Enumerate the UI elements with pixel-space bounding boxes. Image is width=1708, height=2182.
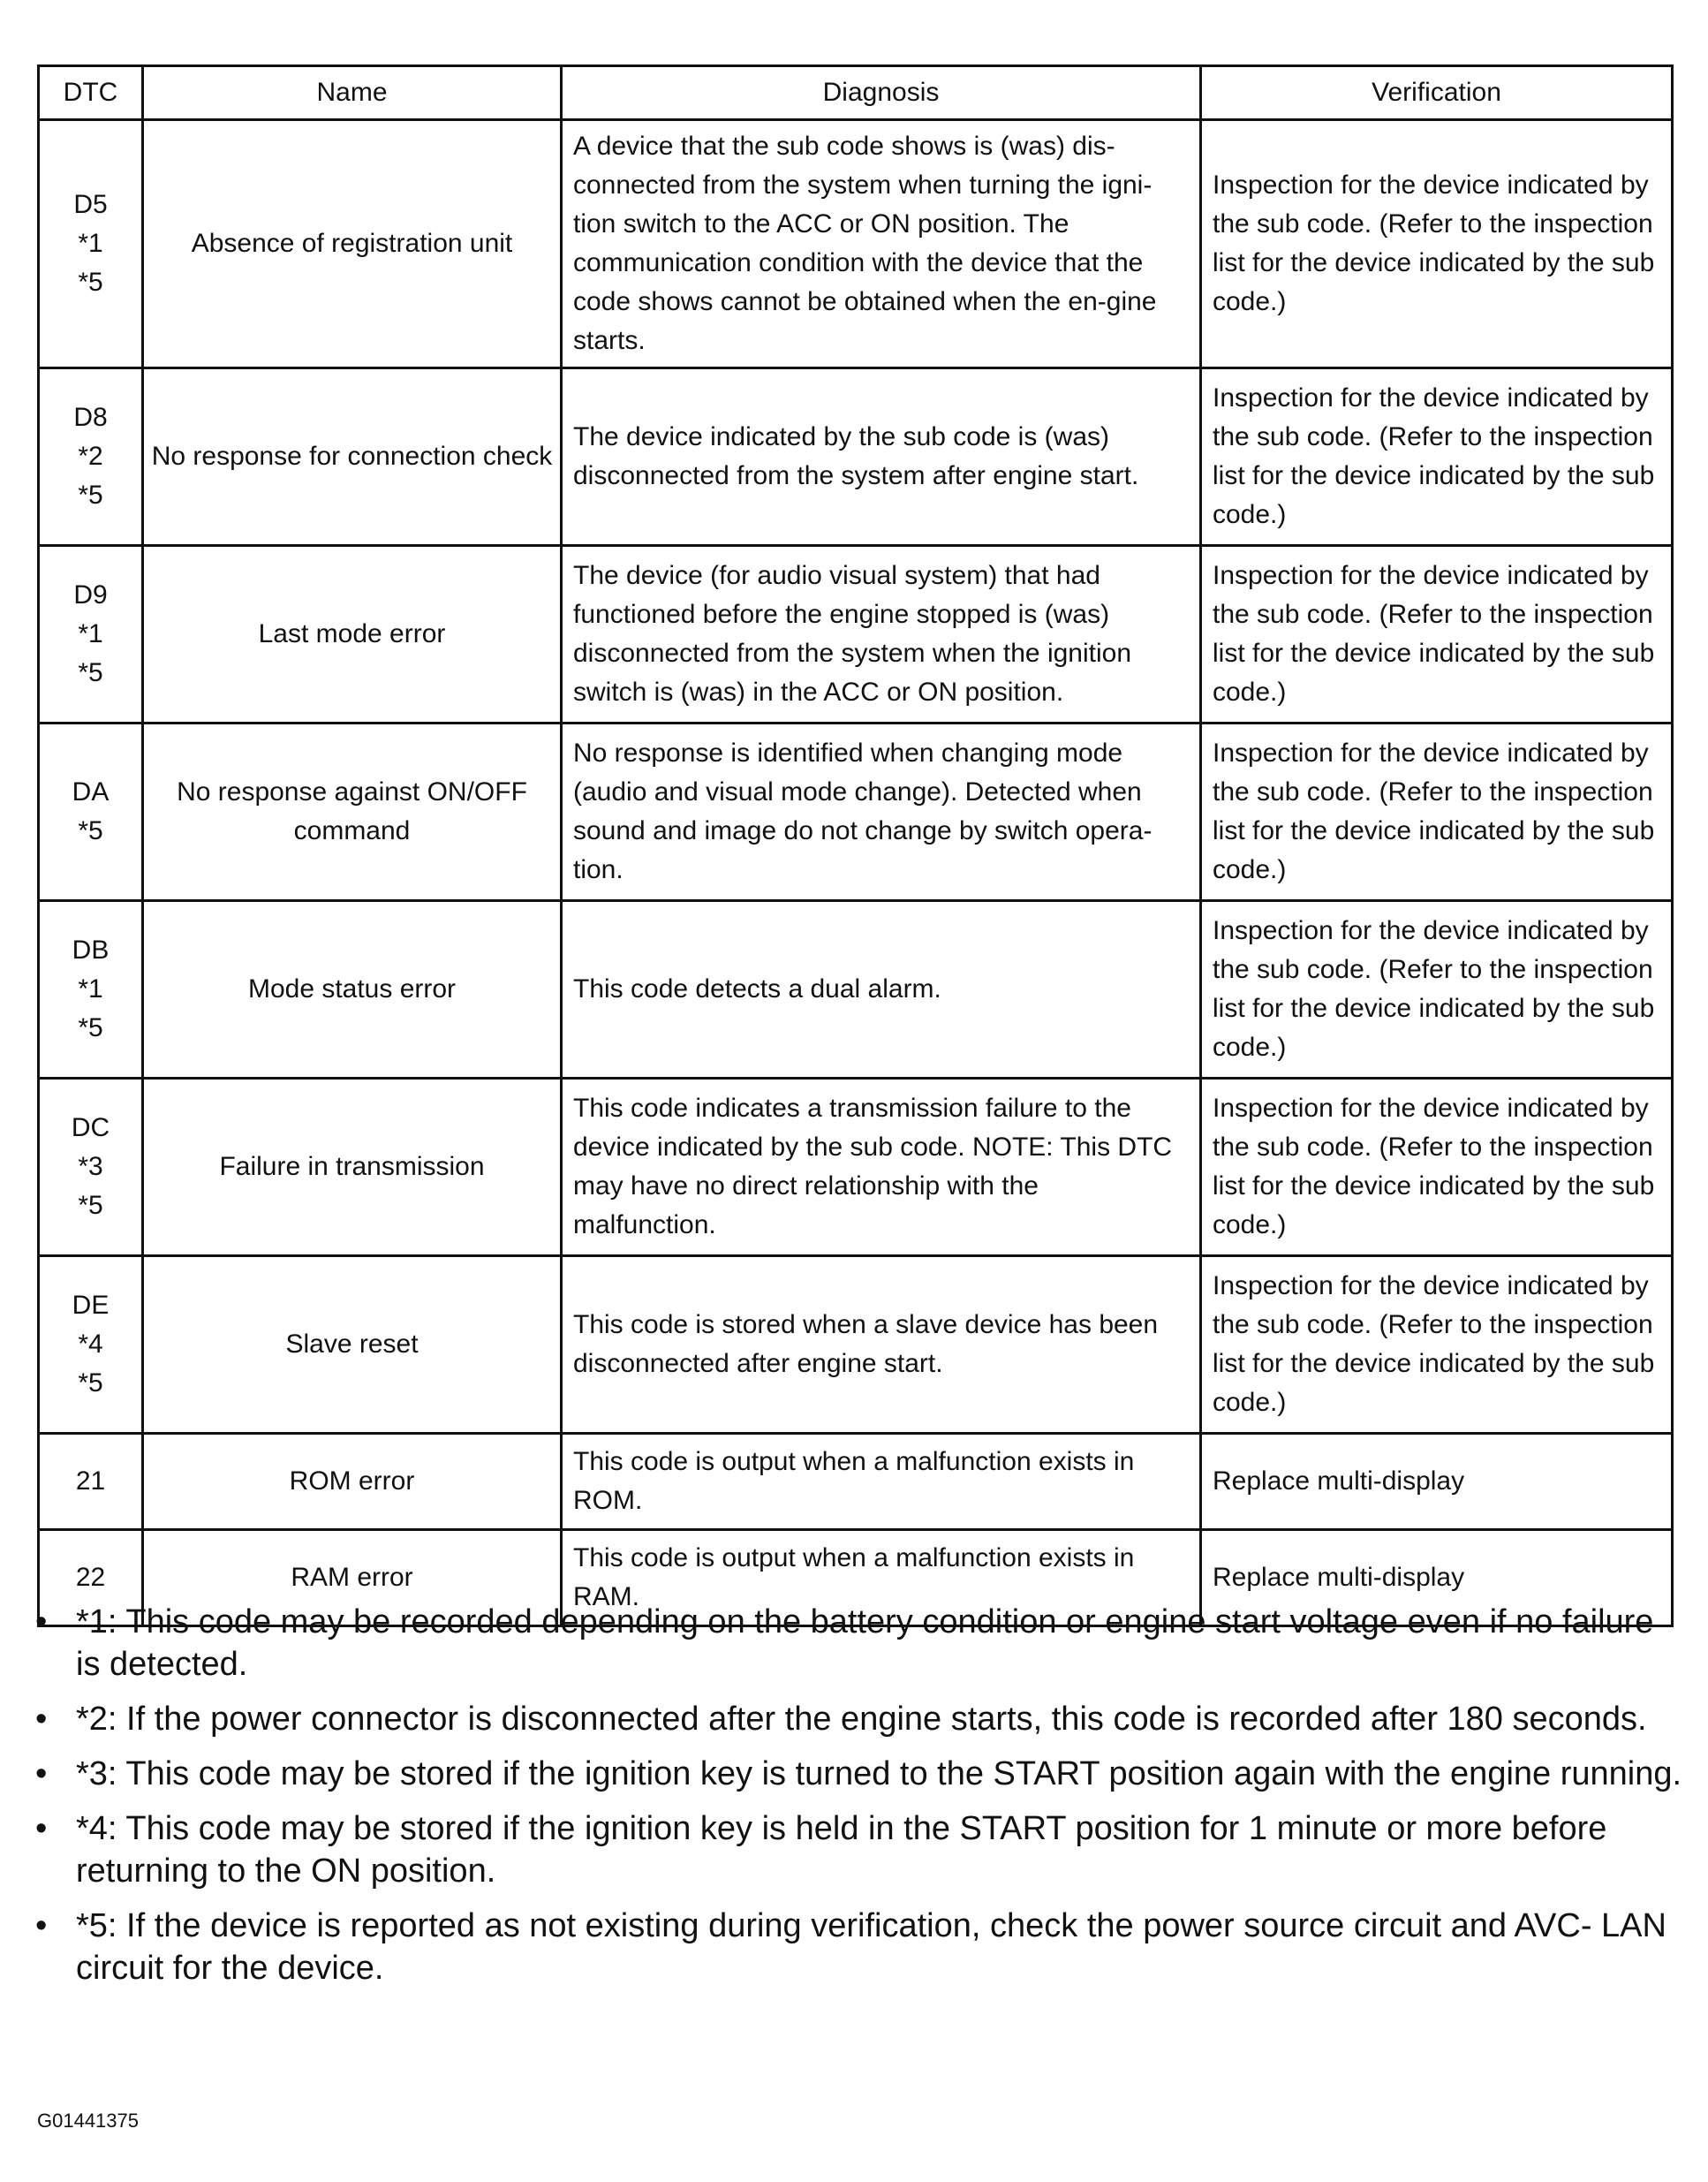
dtc-code-cell: DE *4 *5 <box>39 1256 143 1434</box>
dtc-diagnosis-cell: A device that the sub code shows is (was) dis-connected from the system when turning the igni-tion switch to the ACC or ON position. The communication condition with the device that the code shows cannot be obtained when the en-gine starts. <box>562 120 1201 368</box>
dtc-code-cell: 21 <box>39 1434 143 1530</box>
footnote-item: • *4: This code may be stored if the ignition key is held in the START position for 1 minute or more before returning to the ON position. <box>26 1807 1687 1892</box>
header-diagnosis: Diagnosis <box>562 66 1201 120</box>
dtc-name-cell: Failure in transmission <box>143 1079 562 1256</box>
dtc-code-cell: DA *5 <box>39 724 143 901</box>
table-row <box>39 901 1673 1079</box>
dtc-diagnosis-cell: No response is identified when changing mode (audio and visual mode change). Detected when sound and image do not change by switch opera-tion. <box>562 724 1201 901</box>
dtc-code-cell: DC *3 *5 <box>39 1079 143 1256</box>
dtc-verification-cell: Replace multi-display <box>1201 1530 1673 1626</box>
dtc-code-cell: DB *1 *5 <box>39 901 143 1079</box>
dtc-name-cell: Absence of registration unit <box>143 120 562 368</box>
dtc-name-cell: Mode status error <box>143 901 562 1079</box>
dtc-name-cell: Slave reset <box>143 1256 562 1434</box>
table-row <box>39 1434 1673 1530</box>
table-row <box>39 724 1673 901</box>
footnote-item: • *5: If the device is reported as not existing during verification, check the power source circuit and AVC- LAN circuit for the device. <box>26 1905 1687 1989</box>
dtc-verification-cell: Replace multi-display <box>1201 1434 1673 1530</box>
dtc-code-cell: 22 <box>39 1530 143 1626</box>
dtc-verification-cell: Inspection for the device indicated by the sub code. (Refer to the inspection list for the device indicated by the sub code.) <box>1201 368 1673 546</box>
footnote-item: • *3: This code may be stored if the ignition key is turned to the START position again with the engine running. <box>26 1753 1687 1795</box>
dtc-diagnosis-cell: The device indicated by the sub code is (was) disconnected from the system after engine start. <box>562 368 1201 546</box>
table-row <box>39 120 1673 368</box>
table-row <box>39 1256 1673 1434</box>
header-dtc: DTC <box>39 66 143 120</box>
dtc-verification-cell: Inspection for the device indicated by the sub code. (Refer to the inspection list for the device indicated by the sub code.) <box>1201 901 1673 1079</box>
dtc-diagnosis-cell: This code is output when a malfunction exists in ROM. <box>562 1434 1201 1530</box>
dtc-diagnosis-cell: The device (for audio visual system) that had functioned before the engine stopped is (was) disconnected from the system when the ignition switch is (was) in the ACC or ON position. <box>562 546 1201 724</box>
dtc-name-cell: No response for connection check <box>143 368 562 546</box>
footnote-list <box>26 1601 1687 2002</box>
dtc-code-cell: D5 *1 *5 <box>39 120 143 368</box>
table-row <box>39 546 1673 724</box>
dtc-diagnosis-cell: This code is output when a malfunction exists in RAM. <box>562 1530 1201 1626</box>
dtc-code-cell: D8 *2 *5 <box>39 368 143 546</box>
figure-id: G01441375 <box>37 2110 139 2132</box>
footnote-item: • *1: This code may be recorded depending on the battery condition or engine start voltage even if no failure is detected. <box>26 1601 1687 1686</box>
table-header-row <box>39 66 1673 120</box>
dtc-verification-cell: Inspection for the device indicated by the sub code. (Refer to the inspection list for the device indicated by the sub code.) <box>1201 1256 1673 1434</box>
header-verification: Verification <box>1201 66 1673 120</box>
dtc-name-cell: Last mode error <box>143 546 562 724</box>
dtc-diagnosis-cell: This code detects a dual alarm. <box>562 901 1201 1079</box>
dtc-verification-cell: Inspection for the device indicated by the sub code. (Refer to the inspection list for the device indicated by the sub code.) <box>1201 1079 1673 1256</box>
table-row <box>39 1079 1673 1256</box>
table-row <box>39 368 1673 546</box>
dtc-verification-cell: Inspection for the device indicated by the sub code. (Refer to the inspection list for the device indicated by the sub code.) <box>1201 724 1673 901</box>
header-name: Name <box>143 66 562 120</box>
dtc-verification-cell: Inspection for the device indicated by the sub code. (Refer to the inspection list for the device indicated by the sub code.) <box>1201 546 1673 724</box>
dtc-diagnosis-cell: This code indicates a transmission failure to the device indicated by the sub code. NOTE: This DTC may have no direct relationship with the malfunction. <box>562 1079 1201 1256</box>
footnote-item: • *2: If the power connector is disconnected after the engine starts, this code is recorded after 180 seconds. <box>26 1698 1687 1740</box>
dtc-name-cell: RAM error <box>143 1530 562 1626</box>
dtc-name-cell: No response against ON/OFF command <box>143 724 562 901</box>
dtc-name-cell: ROM error <box>143 1434 562 1530</box>
dtc-verification-cell: Inspection for the device indicated by the sub code. (Refer to the inspection list for the device indicated by the sub code.) <box>1201 120 1673 368</box>
dtc-code-cell: D9 *1 *5 <box>39 546 143 724</box>
dtc-table <box>37 64 1674 1627</box>
dtc-diagnosis-cell: This code is stored when a slave device has been disconnected after engine start. <box>562 1256 1201 1434</box>
